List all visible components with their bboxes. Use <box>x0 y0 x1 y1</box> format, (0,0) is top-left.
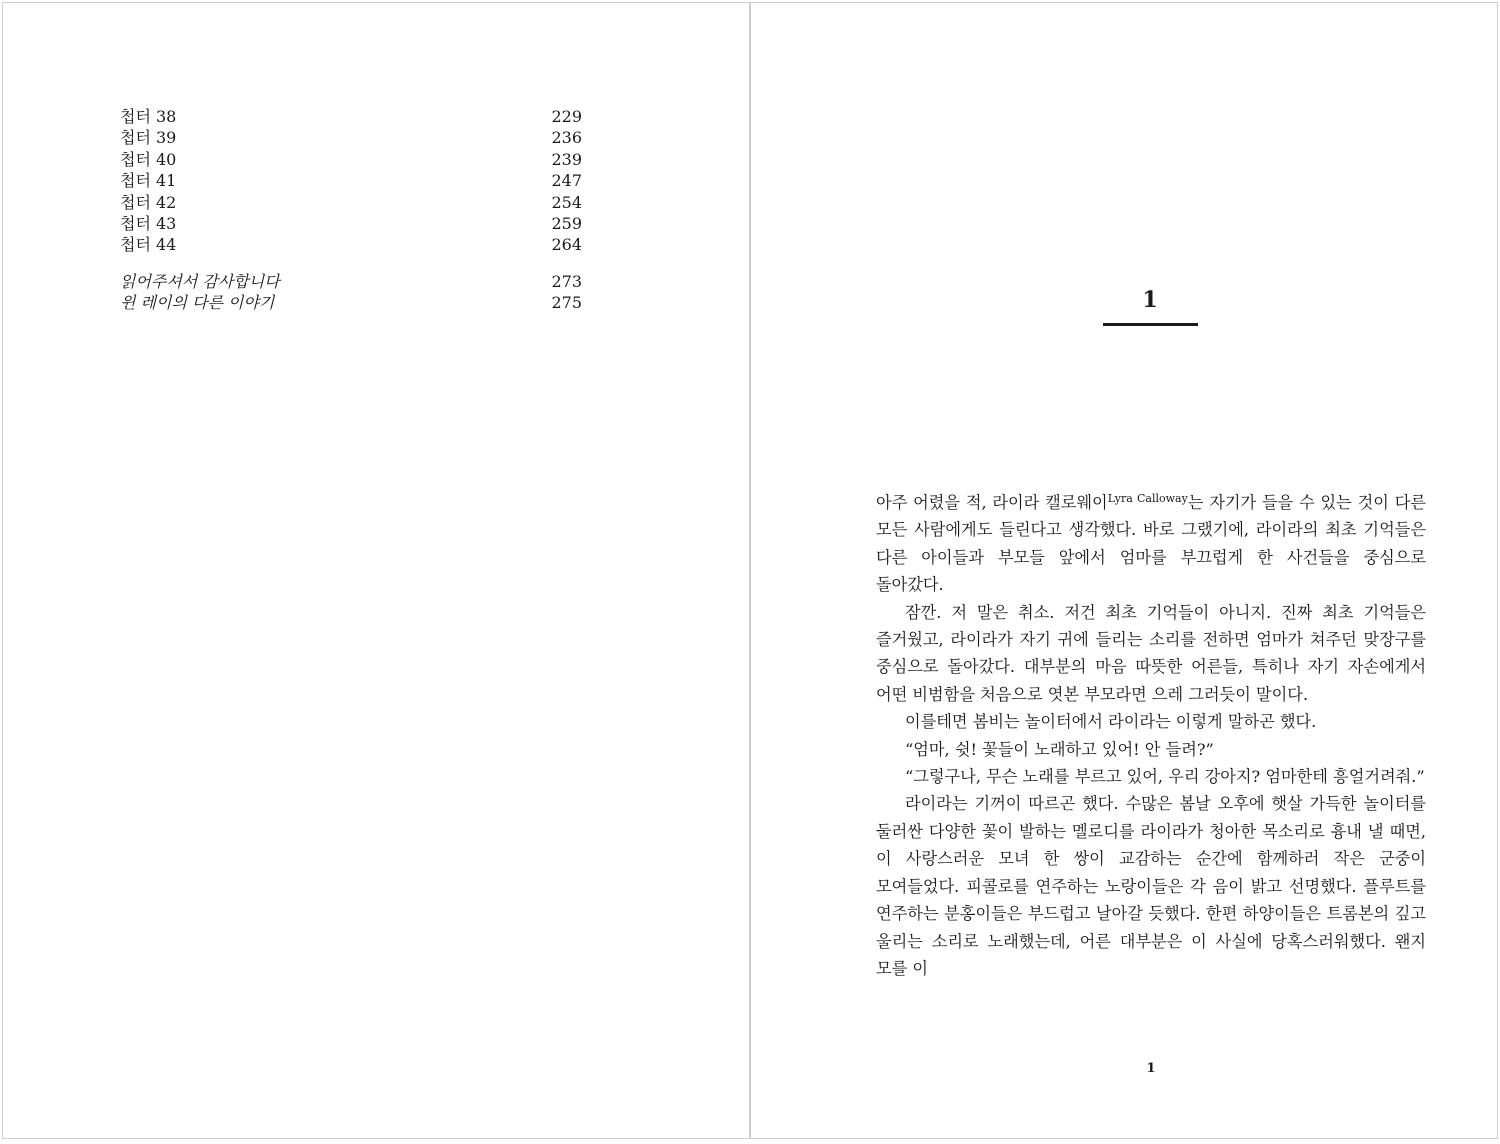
toc-entry-page: 236 <box>551 128 582 148</box>
toc-entry[interactable] <box>120 192 582 213</box>
toc-spacer <box>120 256 582 271</box>
toc-entry-label: 첩터 43 <box>120 213 177 233</box>
paragraph: 이를테면 봄비는 놀이터에서 라이라는 이렇게 말하곤 했다. <box>905 712 1317 732</box>
toc-entry-page: 239 <box>551 149 582 169</box>
toc-entry-page: 229 <box>551 107 582 126</box>
toc-entry[interactable] <box>120 149 582 170</box>
toc-entry-label: 첩터 42 <box>120 192 177 212</box>
character-name-gloss: Lyra Calloway <box>1107 492 1188 505</box>
toc-entry-page: 273 <box>551 271 582 291</box>
toc-entry-page: 254 <box>551 192 582 212</box>
toc-entry-label: 첩터 39 <box>120 128 177 148</box>
toc-entry-label: 첩터 41 <box>120 171 177 191</box>
toc-entry-label: 첩터 38 <box>120 107 177 126</box>
toc-entry[interactable] <box>120 234 582 255</box>
toc-entry-page: 275 <box>551 293 582 313</box>
table-of-contents <box>120 106 582 314</box>
right-page <box>750 2 1498 1139</box>
paragraph-text: 아주 어렸을 적, 라이라 캘로웨이 <box>876 493 1108 512</box>
toc-entry[interactable] <box>120 170 582 191</box>
left-page <box>2 2 750 1139</box>
paragraph-text: 는 자기가 들을 수 있는 것이 다른 모든 사람에게도 들린다고 생각했다. 바로 그랬기에, 라이라의 최초 기억들은 다른 아이들과 부모들 앞에서 엄마를 부끄럽게 한 사건들을 중심으로 돌아갔다. <box>876 493 1426 595</box>
chapter-number: 1 <box>1142 287 1158 313</box>
chapter-body <box>876 489 1426 982</box>
paragraph: 잠깐. 저 말은 취소. 저건 최초 기억들이 아니지. 진짜 최초 기억들은 즐거웠고, 라이라가 자기 귀에 들리는 소리를 전하면 엄마가 쳐주던 맞장구를 중심으로 돌아갔다. 대부분의 마음 따뜻한 어른들, 특히나 자기 자손에게서 어떤 비범함을 처음으로 엿본 부모라면 으레 그러듯이 말이다. <box>876 602 1426 704</box>
dialogue-paragraph: “그렇구나, 무슨 노래를 부르고 있어, 우리 강아지? 엄마한테 흥얼거려줘.” <box>905 767 1425 787</box>
toc-entry-label: 첩터 40 <box>120 149 177 169</box>
toc-entry-page: 247 <box>551 171 582 191</box>
toc-entry-other-stories[interactable] <box>120 292 582 313</box>
toc-entry-acknowledgements[interactable] <box>120 271 582 292</box>
toc-entry[interactable] <box>120 213 582 234</box>
paragraph <box>876 489 1426 599</box>
page-number: 1 <box>1146 1061 1156 1076</box>
toc-entry-label: 윈 레이의 다른 이야기 <box>120 293 275 313</box>
toc-entry-page: 259 <box>551 213 582 233</box>
chapter-rule <box>1103 323 1198 326</box>
toc-entry-label: 읽어주셔서 감사합니다 <box>120 271 280 291</box>
paragraph: 라이라는 기꺼이 따르곤 했다. 수많은 봄날 오후에 햇살 가득한 놀이터를 둘러싼 다양한 꽃이 발하는 멜로디를 라이라가 청아한 목소리로 흉내 낼 때면, 이 사랑스러운 모녀 한 쌍이 교감하는 순간에 함께하러 작은 군중이 모여들었다. 피콜로를 연주하는 노랑이들은 각 음이 밝고 선명했다. 플루트를 연주하는 분홍이들은 부드럽고 날아갈 듯했다. 한편 하양이들은 트롬본의 깊고 울리는 소리로 노래했는데, 어른 대부분은 이 사실에 당혹스러워했다. 왠지 모를 이 <box>876 794 1426 978</box>
toc-entry-label: 첩터 44 <box>120 235 177 255</box>
toc-entry[interactable] <box>120 127 582 148</box>
dialogue-paragraph: “엄마, 쉿! 꽃들이 노래하고 있어! 안 들려?” <box>905 739 1214 759</box>
toc-entry-page: 264 <box>551 235 582 255</box>
toc-entry[interactable] <box>120 106 582 127</box>
